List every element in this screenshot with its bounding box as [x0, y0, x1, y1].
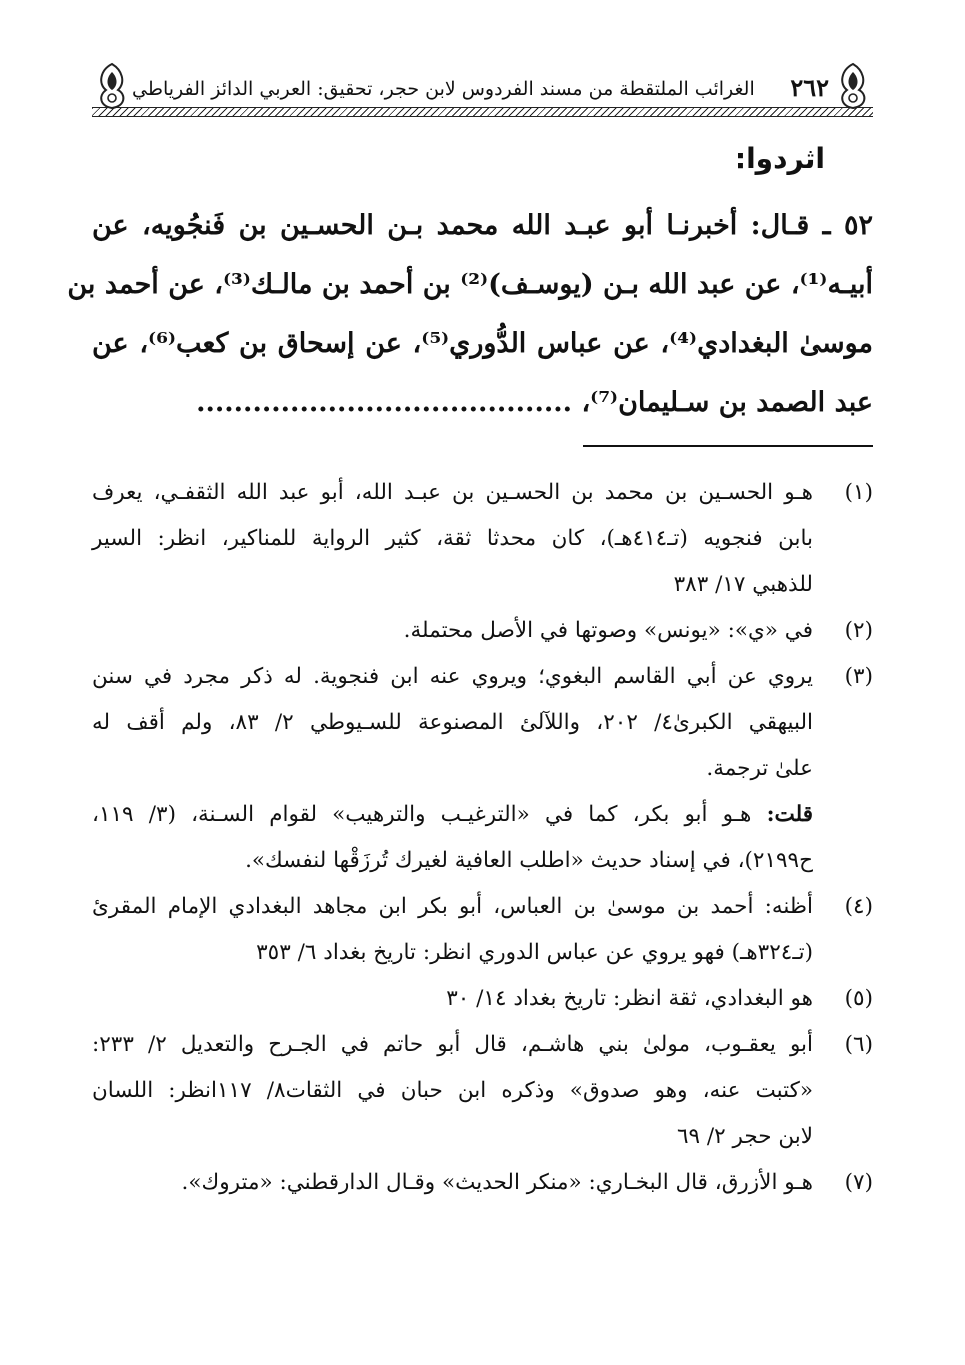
text-line: موسىٰ البغدادي⁽⁴⁾، عن عباس الدُّوري⁽⁵⁾، عن إسحاق بن كعب⁽⁶⁾، عن [92, 328, 874, 359]
footnote-line: ح٢١٩٩)، في إسناد حديث «اطلب العافية لغيرك تُرزَقْها لنفسك». [245, 848, 813, 873]
qult-label: قلت: [766, 802, 814, 827]
footnote-line: هو البغدادي، ثقة انظر: تاريخ بغداد ١٤/ ٣٠ [446, 986, 813, 1011]
footnote-number: (٦) [844, 1032, 873, 1057]
footnote [92, 654, 873, 884]
text-line: عبد الصمد بن سـليمان⁽⁷⁾، ........................................ [196, 387, 873, 418]
header-rule [92, 107, 873, 117]
footnote-line: يروي عن أبي القاسم البغوي؛ ويروي عنه ابن فنجوية. له ذكر مجرد في سنن [92, 664, 813, 689]
footnote-line: البيهقي الكبرىٰ٤/ ٢٠٢، واللآلئ المصنوعة للسـيوطي ٢/ ٨٣، ولم أقف له [92, 710, 814, 735]
page-number: ٢٦٢ [790, 73, 829, 102]
footnote-line: (تـ٣٢٤هـ) فهو يروي عن عباس الدوري انظر: تاريخ بغداد ٦/ ٣٥٣ [256, 940, 813, 965]
hadith-text [67, 196, 874, 432]
footnote [92, 470, 873, 608]
footnote-line: أظنه: أحمد بن موسىٰ بن العباس، أبو بكر ابن مجاهد البغدادي الإمام المقرئ [92, 894, 813, 919]
footnote-number: (٤) [844, 894, 873, 919]
footnote-line: أبو يعقـوب، مولىٰ بني هاشـم، قال أبو حاتم في الجـرح والتعديل ٢/ ٢٣٣: [92, 1032, 814, 1057]
footnote-number: (٥) [844, 986, 873, 1011]
footnote-separator [583, 445, 873, 447]
footnote-line: لابن حجر ٢/ ٦٩ [676, 1124, 813, 1149]
footnote [92, 884, 873, 976]
footnote-line: هـو الأزرق، قال البخـاري: «منكر الحديث» وقـال الدارقطني: «متروك». [181, 1170, 813, 1195]
running-title: الغرائب الملتقطة من مسند الفردوس لابن حجر، تحقيق: العربي الدائز الفرياطي [132, 78, 755, 100]
footnote-line: في «ي»: «يونس» وصوتها في الأصل محتملة. [403, 618, 813, 643]
footnote [92, 608, 873, 654]
footnote [92, 1022, 873, 1160]
footnote-line: هـو الحسـين بن محمد بن الحسـين بن عبـد الله، أبو عبد الله الثقفـي، يعرف [92, 480, 813, 505]
footnote-line: للذهبي ١٧/ ٣٨٣ [673, 572, 813, 597]
section-heading: اثردوا: [734, 142, 825, 175]
footnote-number: (٧) [844, 1170, 873, 1195]
footnote-line: علىٰ ترجمة. [706, 756, 813, 781]
running-header [92, 66, 873, 108]
footnote-number: (٣) [844, 664, 873, 689]
footnote-line [92, 792, 813, 838]
footnote [92, 1160, 873, 1206]
footnote-number: (١) [844, 480, 873, 505]
footnote-line: «كتبت عنه، وهو صدوق» وذكره ابن حبان في الثقات٨/ ١١٧انظر: اللسان [92, 1078, 813, 1103]
footnote-number: (٢) [844, 618, 873, 643]
text-line: أبيـه⁽¹⁾، عن عبد الله بـن (يوسـف)⁽²⁾ بن أحمد بن مالـك⁽³⁾، عن أحمد بن [67, 269, 873, 300]
footnote [92, 976, 873, 1022]
footnote-line-text: هـو أبو بكر، كما في «الترغيـب والترهيب» لقوام السـنة، (٣/ ١١٩، [92, 802, 752, 827]
text-line: ٥٢ ـ قـال: أخبرنـا أبو عبـد الله محمد بـن الحسـين بن فَنجُويه، عن [92, 210, 873, 241]
footnote-line: بابن فنجويه (تـ٤١٤هـ)، كان محدثا ثقة، كثير الرواية للمناكير، انظر: السير [92, 526, 813, 551]
footnotes [92, 470, 873, 1206]
